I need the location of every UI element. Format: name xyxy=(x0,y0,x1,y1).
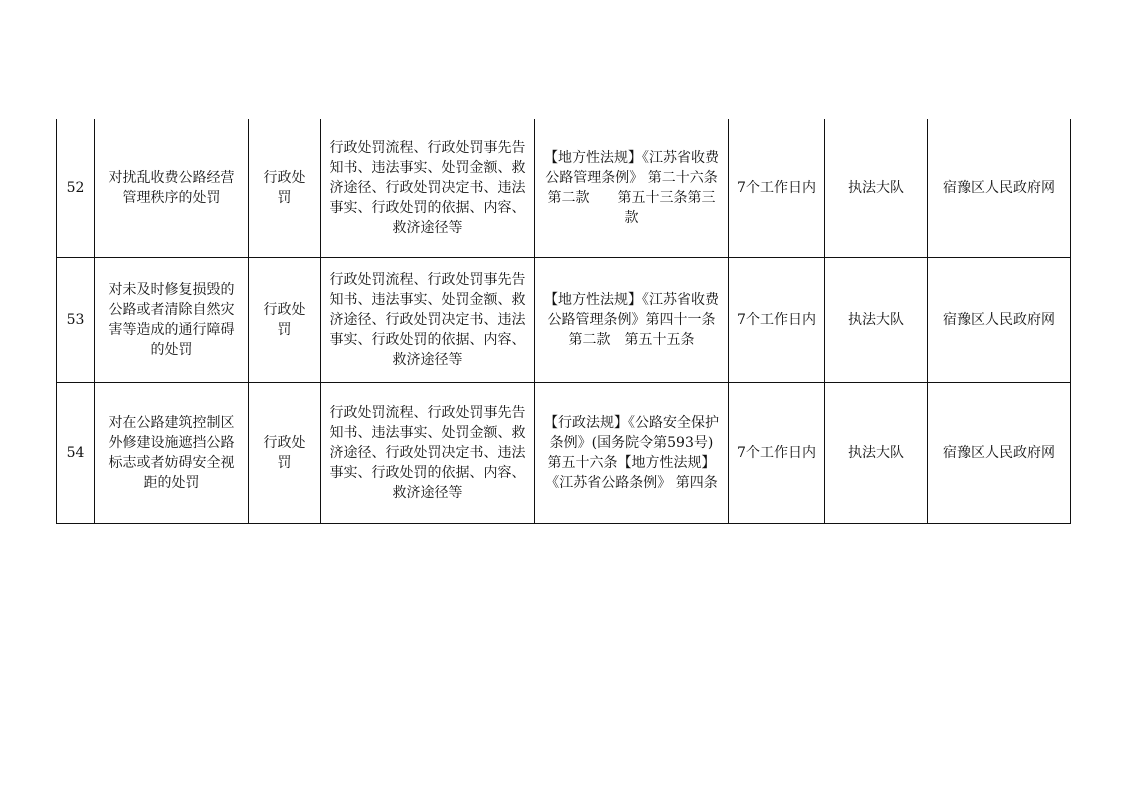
legal-basis-cell: 【地方性法规】《江苏省收费公路管理条例》 第二十六条第二款 第五十三条第三款 xyxy=(535,119,729,258)
item-name-cell: 对扰乱收费公路经营管理秩序的处罚 xyxy=(95,119,249,258)
item-name-cell: 对未及时修复损毁的公路或者清除自然灾害等造成的通行障碍的处罚 xyxy=(95,258,249,383)
table-row xyxy=(57,383,1071,524)
disclosure-table xyxy=(56,119,1071,524)
category-cell: 行政处罚 xyxy=(249,119,321,258)
disclosure-content-cell: 行政处罚流程、行政处罚事先告知书、违法事实、处罚金额、救济途径、行政处罚决定书、违法事实、行政处罚的依据、内容、救济途径等 xyxy=(321,119,535,258)
channel-cell: 宿豫区人民政府网 xyxy=(928,119,1071,258)
time-limit-cell: 7个工作日内 xyxy=(729,258,825,383)
legal-basis-cell: 【地方性法规】《江苏省收费公路管理条例》第四十一条第二款 第五十五条 xyxy=(535,258,729,383)
category-cell: 行政处罚 xyxy=(249,383,321,524)
disclosure-content-cell: 行政处罚流程、行政处罚事先告知书、违法事实、处罚金额、救济途径、行政处罚决定书、违法事实、行政处罚的依据、内容、救济途径等 xyxy=(321,258,535,383)
category-cell: 行政处罚 xyxy=(249,258,321,383)
subject-cell: 执法大队 xyxy=(825,119,928,258)
subject-cell: 执法大队 xyxy=(825,383,928,524)
table-row xyxy=(57,119,1071,258)
channel-cell: 宿豫区人民政府网 xyxy=(928,258,1071,383)
subject-cell: 执法大队 xyxy=(825,258,928,383)
row-number: 52 xyxy=(57,119,95,258)
channel-cell: 宿豫区人民政府网 xyxy=(928,383,1071,524)
table-row xyxy=(57,258,1071,383)
time-limit-cell: 7个工作日内 xyxy=(729,119,825,258)
item-name-cell: 对在公路建筑控制区外修建设施遮挡公路标志或者妨碍安全视距的处罚 xyxy=(95,383,249,524)
disclosure-content-cell: 行政处罚流程、行政处罚事先告知书、违法事实、处罚金额、救济途径、行政处罚决定书、违法事实、行政处罚的依据、内容、救济途径等 xyxy=(321,383,535,524)
row-number: 53 xyxy=(57,258,95,383)
row-number: 54 xyxy=(57,383,95,524)
time-limit-cell: 7个工作日内 xyxy=(729,383,825,524)
legal-basis-cell: 【行政法规】《公路安全保护条例》(国务院令第593号)第五十六条【地方性法规】《江苏省公路条例》 第四条 xyxy=(535,383,729,524)
